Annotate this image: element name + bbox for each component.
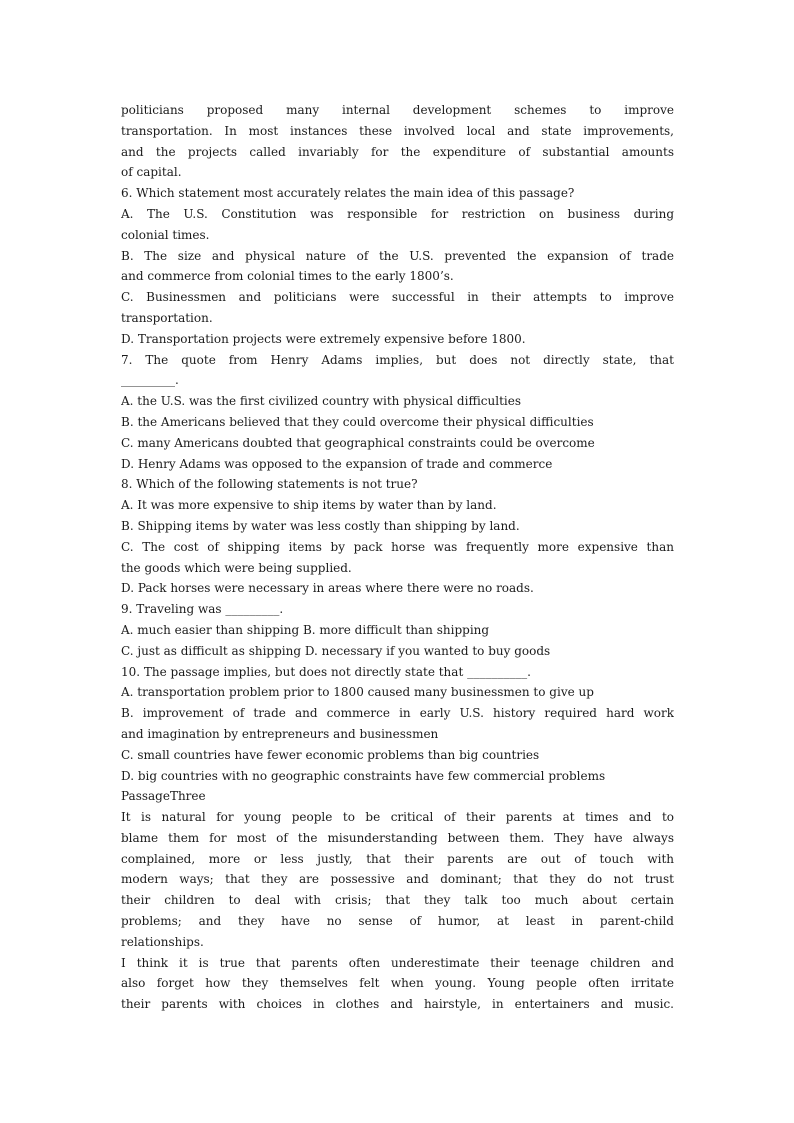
text-line: 10. The passage implies, but does not directly state that __________.: [121, 664, 531, 679]
text-line: A. It was more expensive to ship items by water than by land.: [121, 498, 497, 513]
text-line: I think it is true that parents often underestimate their teenage children and: [121, 955, 674, 970]
text-line: B. the Americans believed that they could overcome their physical difficulties: [121, 414, 594, 429]
text-line: complained, more or less justly, that their parents are out of touch with: [121, 851, 674, 866]
text-line: their parents with choices in clothes and hairstyle, in entertainers and music.: [121, 997, 674, 1012]
text-line: A. transportation problem prior to 1800 caused many businessmen to give up: [121, 685, 594, 700]
text-line: also forget how they themselves felt when young. Young people often irritate: [121, 976, 674, 991]
text-line: colonial times.: [121, 227, 210, 242]
text-line: D. Pack horses were necessary in areas where there were no roads.: [121, 581, 534, 596]
text-line: and commerce from colonial times to the early 1800’s.: [121, 269, 454, 284]
text-line: and the projects called invariably for the expenditure of substantial amounts: [121, 144, 674, 159]
text-line: C. small countries have fewer economic problems than big countries: [121, 747, 540, 762]
text-line: C. Businessmen and politicians were successful in their attempts to improve: [121, 290, 674, 305]
text-line: D. big countries with no geographic constraints have few commercial problems: [121, 768, 606, 783]
text-line: B. The size and physical nature of the U.S. prevented the expansion of trade: [121, 248, 674, 263]
text-line: B. Shipping items by water was less costly than shipping by land.: [121, 518, 520, 533]
text-line: problems; and they have no sense of humor, at least in parent-child: [121, 914, 674, 929]
text-line: C. just as difficult as shipping D. necessary if you wanted to buy goods: [121, 643, 551, 658]
text-line: blame them for most of the misunderstanding between them. They have always: [121, 830, 674, 845]
text-line: PassageThree: [121, 789, 206, 804]
text-line: 6. Which statement most accurately relates the main idea of this passage?: [121, 186, 575, 201]
text-line: B. improvement of trade and commerce in early U.S. history required hard work: [121, 706, 674, 721]
text-line: 8. Which of the following statements is not true?: [121, 477, 418, 492]
text-line: A. the U.S. was the first civilized country with physical difficulties: [121, 394, 522, 409]
text-line: It is natural for young people to be critical of their parents at times and to: [121, 810, 674, 825]
document-page: [121, 100, 674, 1015]
text-line: C. many Americans doubted that geographical constraints could be overcome: [121, 435, 595, 450]
text-line: modern ways; that they are possessive and dominant; that they do not trust: [121, 872, 674, 887]
text-line: transportation. In most instances these involved local and state improvements,: [121, 123, 674, 138]
text-line: 7. The quote from Henry Adams implies, but does not directly state, that: [121, 352, 674, 367]
text-line: _________.: [121, 373, 179, 388]
text-line: 9. Traveling was _________.: [121, 602, 284, 617]
text-line: D. Henry Adams was opposed to the expansion of trade and commerce: [121, 456, 553, 471]
text-line: and imagination by entrepreneurs and businessmen: [121, 726, 439, 741]
text-line: their children to deal with crisis; that they talk too much about certain: [121, 893, 674, 908]
text-line: A. The U.S. Constitution was responsible for restriction on business during: [121, 206, 674, 221]
text-line: of capital.: [121, 165, 182, 180]
text-line: politicians proposed many internal development schemes to improve: [121, 103, 674, 117]
text-line: the goods which were being supplied.: [121, 560, 352, 575]
text-line: C. The cost of shipping items by pack horse was frequently more expensive than: [121, 539, 674, 554]
text-line: relationships.: [121, 934, 204, 949]
text-line: D. Transportation projects were extremely expensive before 1800.: [121, 331, 526, 346]
text-line: transportation.: [121, 310, 213, 325]
text-line: A. much easier than shipping B. more difficult than shipping: [121, 622, 490, 637]
